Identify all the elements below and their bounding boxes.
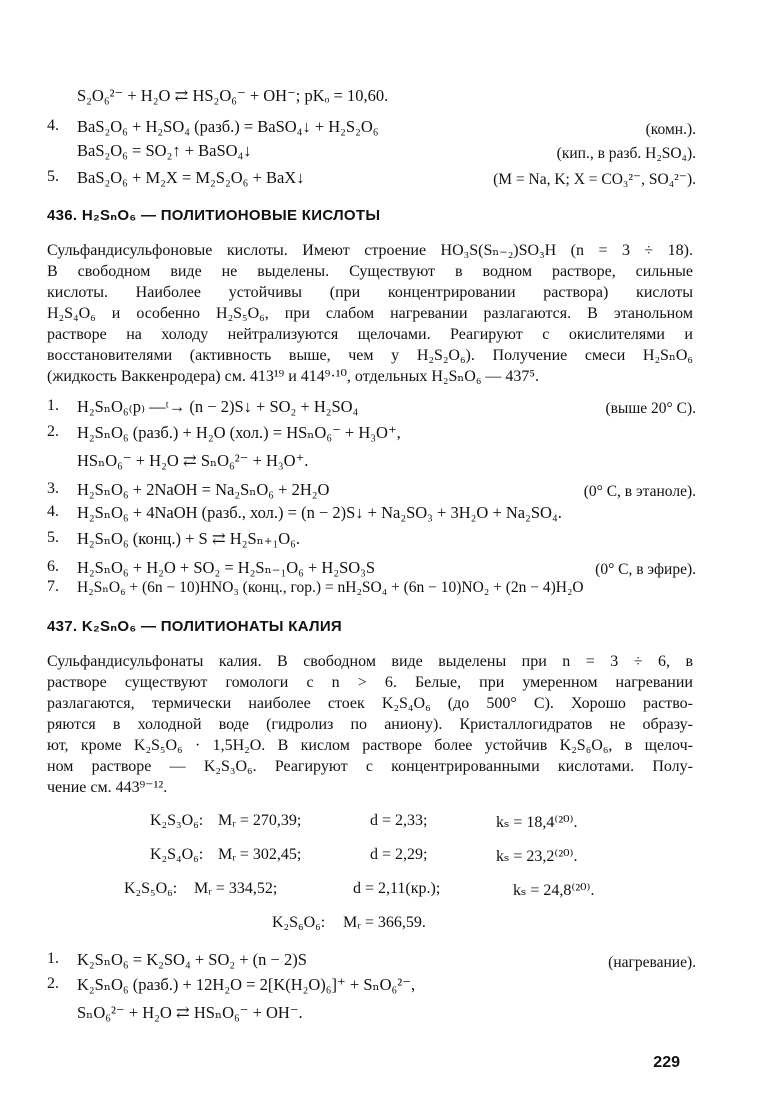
reaction-number: 2.	[47, 975, 59, 992]
paragraph-line: чение см. 443⁹⁻¹².	[47, 779, 168, 796]
reaction-equation: BaS₂O₆ = SO₂↑ + BaSO₄↓	[77, 141, 252, 160]
reaction-number: 5.	[47, 529, 59, 546]
reaction-number: 1.	[47, 950, 59, 967]
reaction-equation: BaS₂O₆ + H₂SO₄ (разб.) = BaSO₄↓ + H₂S₂O₆	[77, 117, 379, 136]
reaction-condition: (кип., в разб. H₂SO₄).	[556, 145, 696, 162]
reaction-number: 1.	[47, 397, 59, 414]
paragraph-line: H₂S₄O₆ и особенно H₂S₅O₆, при слабом нагревании разлагаются. В этанольном	[47, 305, 693, 322]
paragraph-line: (жидкость Ваккенродера) см. 413¹⁹ и 414⁹·¹⁰, отдельных H₂SₙO₆ — 437⁵.	[47, 368, 539, 385]
reaction-condition: (комн.).	[645, 121, 696, 138]
page-number: 229	[653, 1054, 680, 1071]
paragraph-line: растворе на холоду нейтрализуются щелочами. Реагируют с окислителями и	[47, 326, 693, 343]
property-mr: Mᵣ = 366,59.	[343, 914, 426, 931]
paragraph-line: ряются в холодной воде (гидролиз по аниону). Кристаллогидратов не образу-	[47, 716, 693, 733]
property-ks: kₛ = 18,4⁽²⁰⁾.	[496, 814, 578, 831]
reaction-equation: H₂SₙO₆ + (6n − 10)HNO₃ (конц., гор.) = nH₂SO₄ + (6n − 10)NO₂ + (2n − 4)H₂O	[77, 579, 584, 596]
property-ks: kₛ = 23,2⁽²⁰⁾.	[496, 848, 578, 865]
reaction-equation: H₂SₙO₆ (разб.) + H₂O (хол.) = HSₙO₆⁻ + H₃O⁺,	[77, 423, 401, 442]
reaction-number: 3.	[47, 480, 59, 497]
reaction-number: 2.	[47, 423, 59, 440]
property-mr: Mᵣ = 334,52;	[194, 880, 278, 897]
property-density: d = 2,29;	[370, 846, 428, 863]
paragraph-line: восстановителями (активность выше, чем у H₂S₂O₆). Получение смеси H₂SₙO₆	[47, 347, 693, 364]
property-mr: Mᵣ = 270,39;	[218, 812, 302, 829]
paragraph-line: Сульфандисульфонаты калия. В свободном виде выделены при n = 3 ÷ 6, в	[47, 653, 693, 670]
paragraph-line: Сульфандисульфоновые кислоты. Имеют строение HO₃S(Sₙ₋₂)SO₃H (n = 3 ÷ 18).	[47, 242, 693, 259]
paragraph-line: разлагаются, термически наиболее стоек K₂S₄O₆ (до 500° C). Хорошо раство-	[47, 695, 693, 712]
section-title-437: 437. K₂SₙO₆ — ПОЛИТИОНАТЫ КАЛИЯ	[47, 618, 342, 635]
reaction-number: 4.	[47, 117, 59, 134]
property-formula: K₂S₆O₆:	[272, 914, 326, 931]
equation-top: S₂O₆²⁻ + H₂O ⇄ HS₂O₆⁻ + OH⁻; pKₒ = 10,60.	[77, 86, 389, 105]
reaction-equation: H₂SₙO₆ + 2NaOH = Na₂SₙO₆ + 2H₂O	[77, 480, 330, 499]
property-mr: Mᵣ = 302,45;	[218, 846, 302, 863]
reaction-number: 5.	[47, 168, 59, 185]
paragraph-line: ют, кроме K₂S₅O₆ · 1,5H₂O. В кислом растворе более устойчив K₂S₆O₆, в щелоч-	[47, 737, 693, 754]
reaction-condition: (0° C, в этаноле).	[583, 483, 696, 500]
property-formula: K₂S₅O₆:	[124, 880, 178, 897]
paragraph-line: кислоты. Наиболее устойчивы (при концентрировании раствора) кислоты	[47, 284, 693, 301]
reaction-equation: H₂SₙO₆₍р₎ ―ᵗ→ (n − 2)S↓ + SO₂ + H₂SO₄	[77, 397, 359, 416]
reaction-number: 6.	[47, 558, 59, 575]
property-ks: kₛ = 24,8⁽²⁰⁾.	[513, 882, 595, 899]
reaction-condition: (выше 20° C).	[605, 400, 696, 417]
paragraph-line: ном растворе — K₂S₃O₆. Реагируют с концентрированными кислотами. Полу-	[47, 758, 693, 775]
property-formula: K₂S₄O₆:	[150, 846, 204, 863]
property-formula: K₂S₃O₆:	[150, 812, 204, 829]
reaction-equation: BaS₂O₆ + M₂X = M₂S₂O₆ + BaX↓	[77, 168, 305, 187]
reaction-condition: (M = Na, K; X = CO₃²⁻, SO₄²⁻).	[493, 171, 696, 188]
paragraph-line: растворе существуют гомологи с n > 6. Белые, при умеренном нагревании	[47, 674, 693, 691]
reaction-equation: K₂SₙO₆ (разб.) + 12H₂O = 2[K(H₂O)₆]⁺ + SₙO₆²⁻,	[77, 975, 416, 994]
reaction-number: 7.	[47, 578, 59, 595]
reaction-equation: HSₙO₆⁻ + H₂O ⇄ SₙO₆²⁻ + H₃O⁺.	[77, 451, 309, 470]
paragraph-line: В свободном виде не выделены. Существуют в водном растворе, сильные	[47, 263, 693, 280]
property-density: d = 2,33;	[370, 812, 428, 829]
reaction-condition: (нагревание).	[608, 954, 696, 971]
section-title-436: 436. H₂SₙO₆ — ПОЛИТИОНОВЫЕ КИСЛОТЫ	[47, 207, 381, 224]
reaction-equation: H₂SₙO₆ + 4NaOH (разб., хол.) = (n − 2)S↓ + Na₂SO₃ + 3H₂O + Na₂SO₄.	[77, 503, 562, 522]
reaction-number: 4.	[47, 503, 59, 520]
reaction-equation: SₙO₆²⁻ + H₂O ⇄ HSₙO₆⁻ + OH⁻.	[77, 1003, 303, 1022]
reaction-equation: K₂SₙO₆ = K₂SO₄ + SO₂ + (n − 2)S	[77, 950, 307, 969]
reaction-equation: H₂SₙO₆ (конц.) + S ⇄ H₂Sₙ₊₁O₆.	[77, 529, 301, 548]
property-density: d = 2,11(кр.);	[353, 880, 441, 897]
reaction-condition: (0° C, в эфире).	[595, 561, 696, 578]
reaction-equation: H₂SₙO₆ + H₂O + SO₂ = H₂Sₙ₋₁O₆ + H₂SO₃S	[77, 558, 376, 577]
